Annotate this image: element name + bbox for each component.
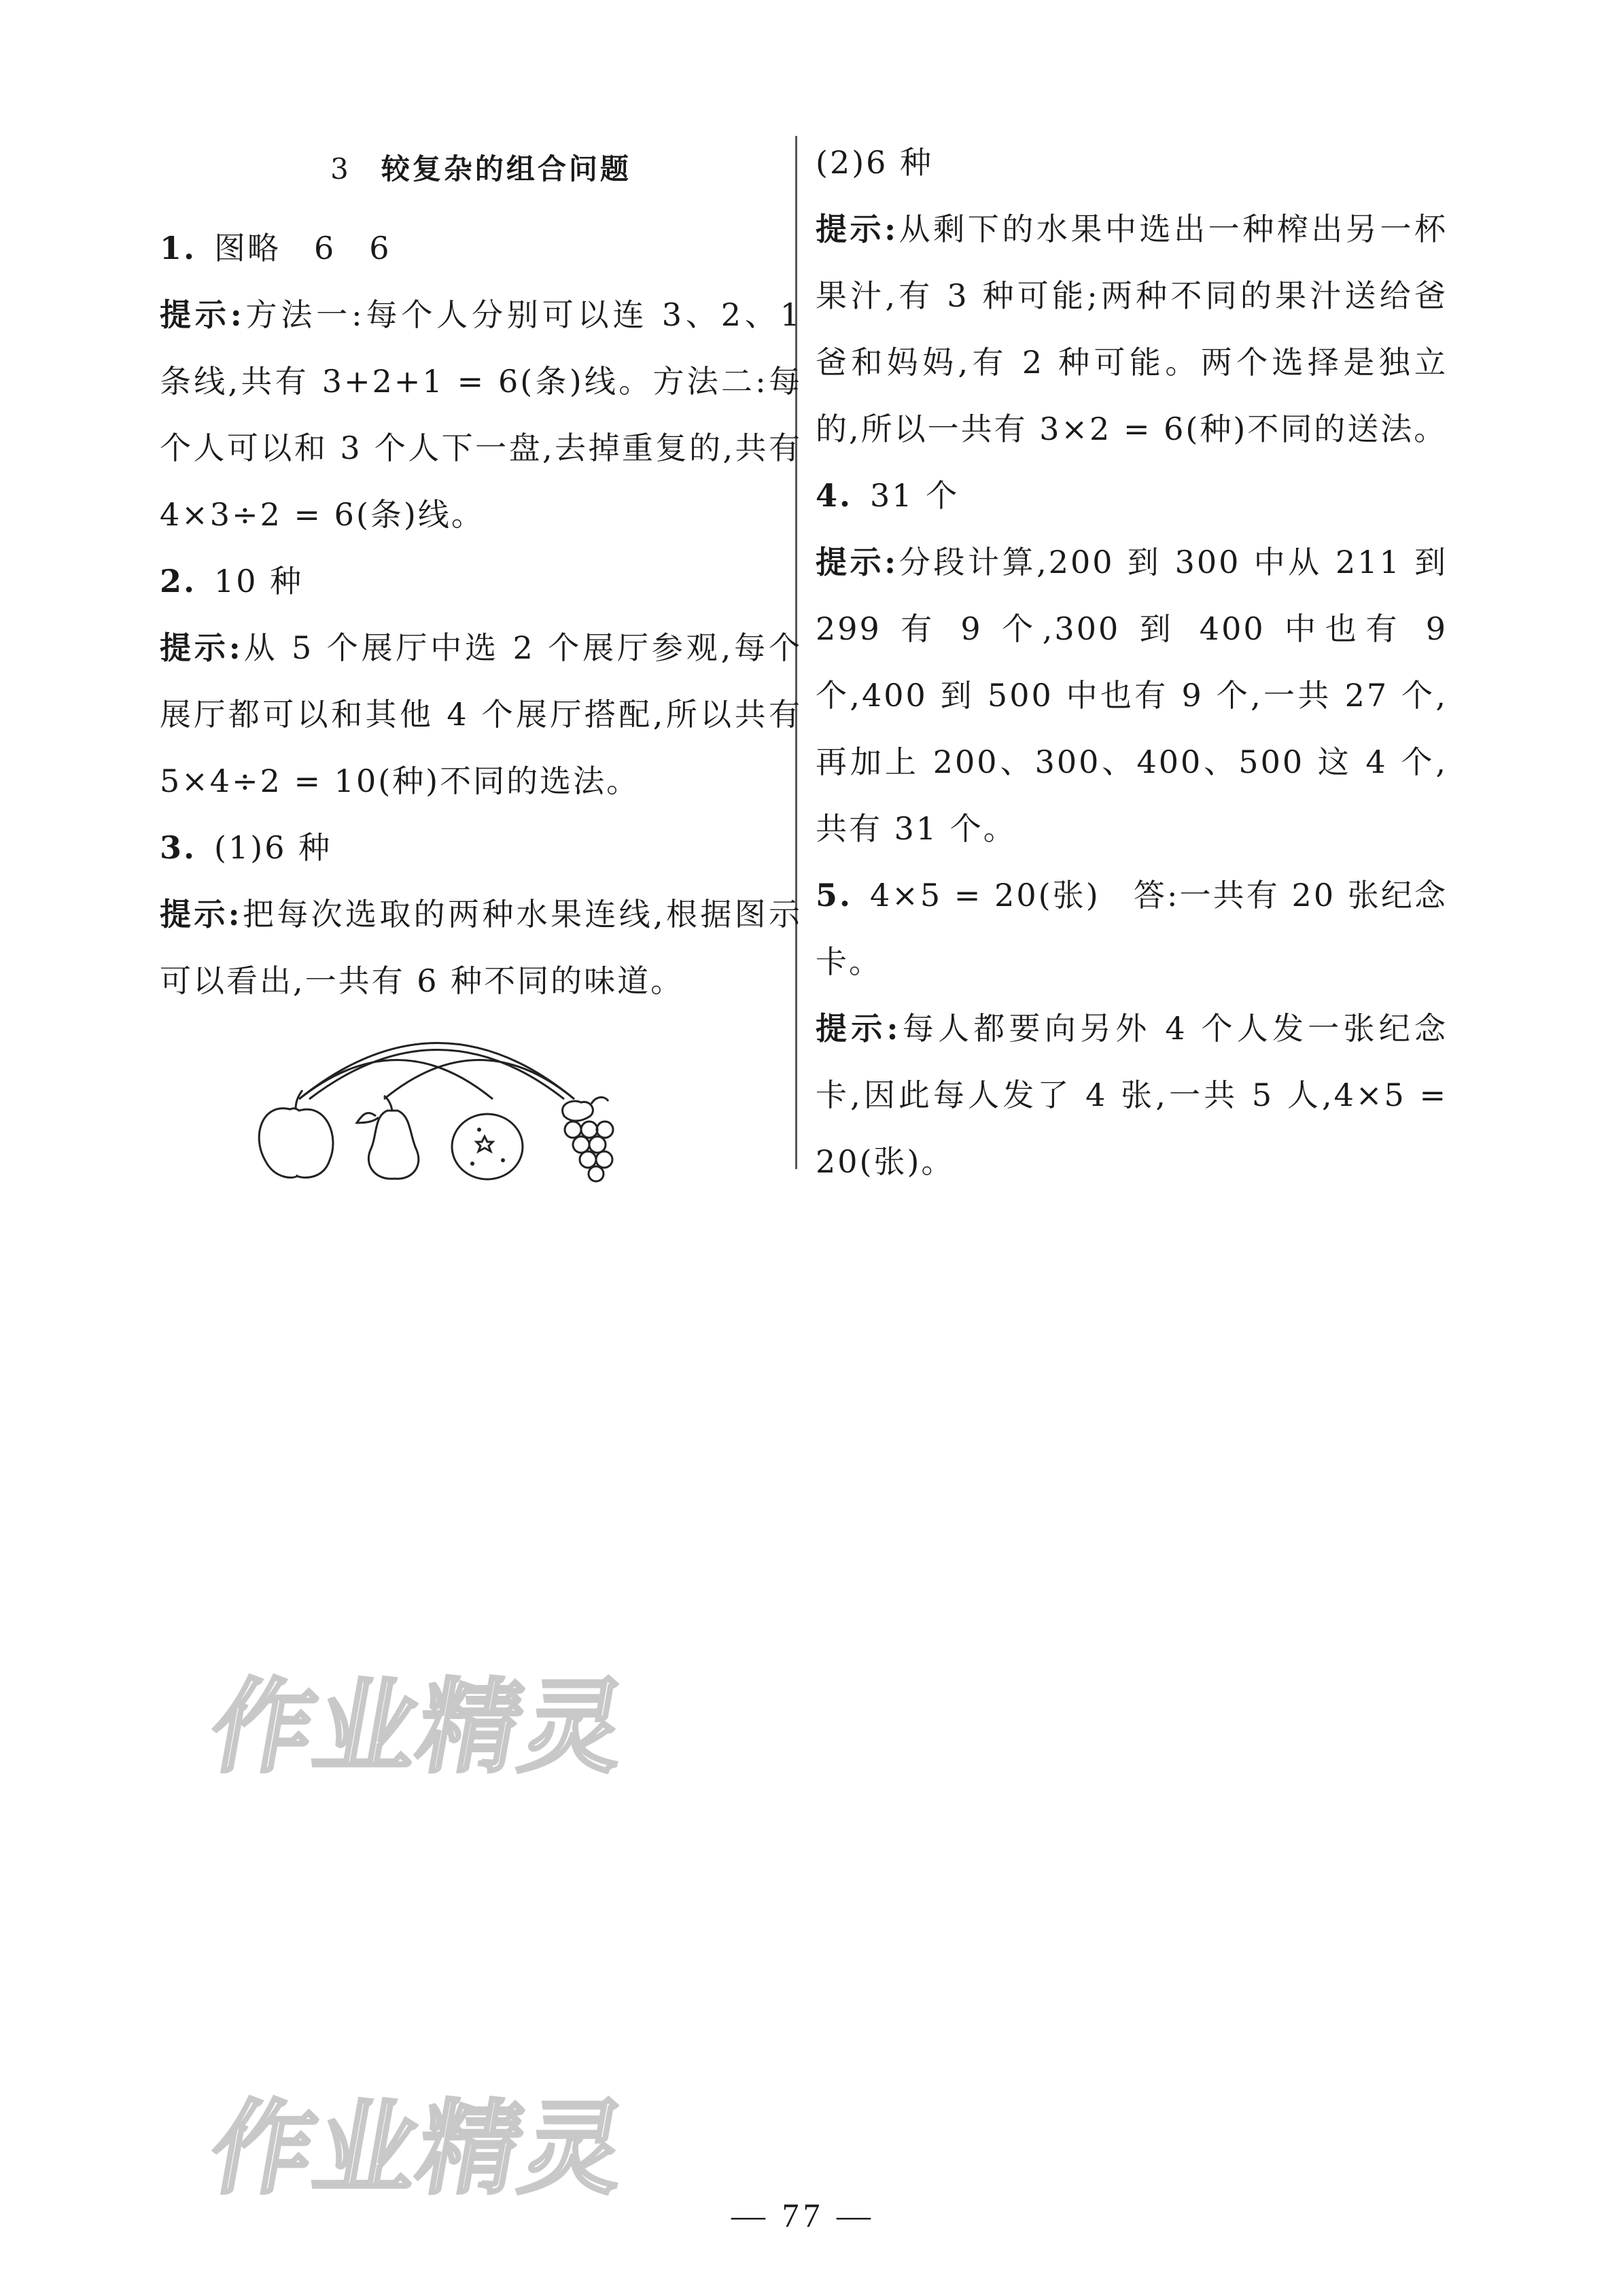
question-number: 5. bbox=[816, 877, 853, 914]
answer-text: (1)6 种 bbox=[214, 829, 332, 866]
hint-label: 提示: bbox=[816, 211, 898, 247]
answer-text: 31 个 bbox=[870, 477, 960, 514]
right-column bbox=[816, 129, 1448, 1195]
hint-text: 分段计算,200 到 300 中从 211 到 299 有 9 个,300 到 400 中也有 9 个,400 到 500 中也有 9 个,一共 27 个,再加上 200、300、400、500 这 4 个,共有 31 个。 bbox=[816, 544, 1448, 847]
watermark-upper: 作业精灵 bbox=[202, 1669, 636, 1787]
hint-3 bbox=[160, 881, 802, 1014]
question-number: 2. bbox=[160, 563, 197, 599]
answer-text: (2)6 种 bbox=[816, 144, 934, 181]
answer-text: 4×5 = 20(张) 答:一共有 20 张纪念卡。 bbox=[816, 877, 1448, 980]
orange-icon bbox=[452, 1114, 523, 1179]
hint-text: 每人都要向另外 4 个人发一张纪念卡,因此每人发了 4 张,一共 5 人,4×5 = 20(张)。 bbox=[816, 1010, 1448, 1180]
hint-label: 提示: bbox=[160, 896, 242, 933]
hint-3-part-2 bbox=[816, 196, 1448, 462]
answer-text: 10 种 bbox=[214, 563, 304, 599]
hint-4 bbox=[816, 529, 1448, 862]
answer-2 bbox=[160, 548, 802, 614]
section-title-text: 较复杂的组合问题 bbox=[381, 152, 631, 186]
answer-3-part-2 bbox=[816, 129, 1448, 196]
hint-text: 把每次选取的两种水果连线,根据图示可以看出,一共有 6 种不同的味道。 bbox=[160, 896, 802, 999]
section-number: 3 bbox=[330, 152, 351, 186]
hint-label: 提示: bbox=[160, 296, 244, 333]
apple-icon bbox=[259, 1090, 333, 1177]
question-number: 1. bbox=[160, 230, 197, 266]
fruit-connection-illustration bbox=[248, 1028, 683, 1184]
section-title bbox=[160, 147, 802, 188]
hint-label: 提示: bbox=[816, 544, 898, 580]
hint-5 bbox=[816, 995, 1448, 1195]
hint-text: 从 5 个展厅中选 2 个展厅参观,每个展厅都可以和其他 4 个展厅搭配,所以共有 5×4÷2 = 10(种)不同的选法。 bbox=[160, 629, 802, 799]
answer-1 bbox=[160, 215, 802, 281]
hint-label: 提示: bbox=[816, 1010, 901, 1047]
hint-1 bbox=[160, 281, 802, 548]
answer-4 bbox=[816, 462, 1448, 529]
grape-icon bbox=[563, 1097, 613, 1181]
hint-label: 提示: bbox=[160, 629, 243, 666]
question-number: 4. bbox=[816, 477, 853, 514]
arc-apple-grape bbox=[299, 1043, 574, 1100]
arc-apple-orange bbox=[299, 1060, 493, 1100]
left-column bbox=[160, 129, 802, 1184]
hint-text: 从剩下的水果中选出一种榨出另一杯果汁,有 3 种可能;两种不同的果汁送给爸爸和妈妈,有 2 种可能。两个选择是独立的,所以一共有 3×2 = 6(种)不同的送法。 bbox=[816, 211, 1448, 447]
hint-text: 方法一:每个人分别可以连 3、2、1 条线,共有 3+2+1 = 6(条)线。方法二:每个人可以和 3 个人下一盘,去掉重复的,共有 4×3÷2 = 6(条)线。 bbox=[160, 296, 803, 533]
question-number: 3. bbox=[160, 829, 197, 866]
page-number: — 77 — bbox=[731, 2196, 875, 2234]
watermark-lower: 作业精灵 bbox=[202, 2090, 636, 2208]
answer-3 bbox=[160, 814, 802, 881]
pear-icon bbox=[357, 1096, 419, 1179]
answer-text: 图略 6 6 bbox=[214, 230, 391, 266]
answer-5 bbox=[816, 862, 1448, 995]
arc-pear-grape bbox=[384, 1060, 574, 1100]
hint-2 bbox=[160, 614, 802, 814]
